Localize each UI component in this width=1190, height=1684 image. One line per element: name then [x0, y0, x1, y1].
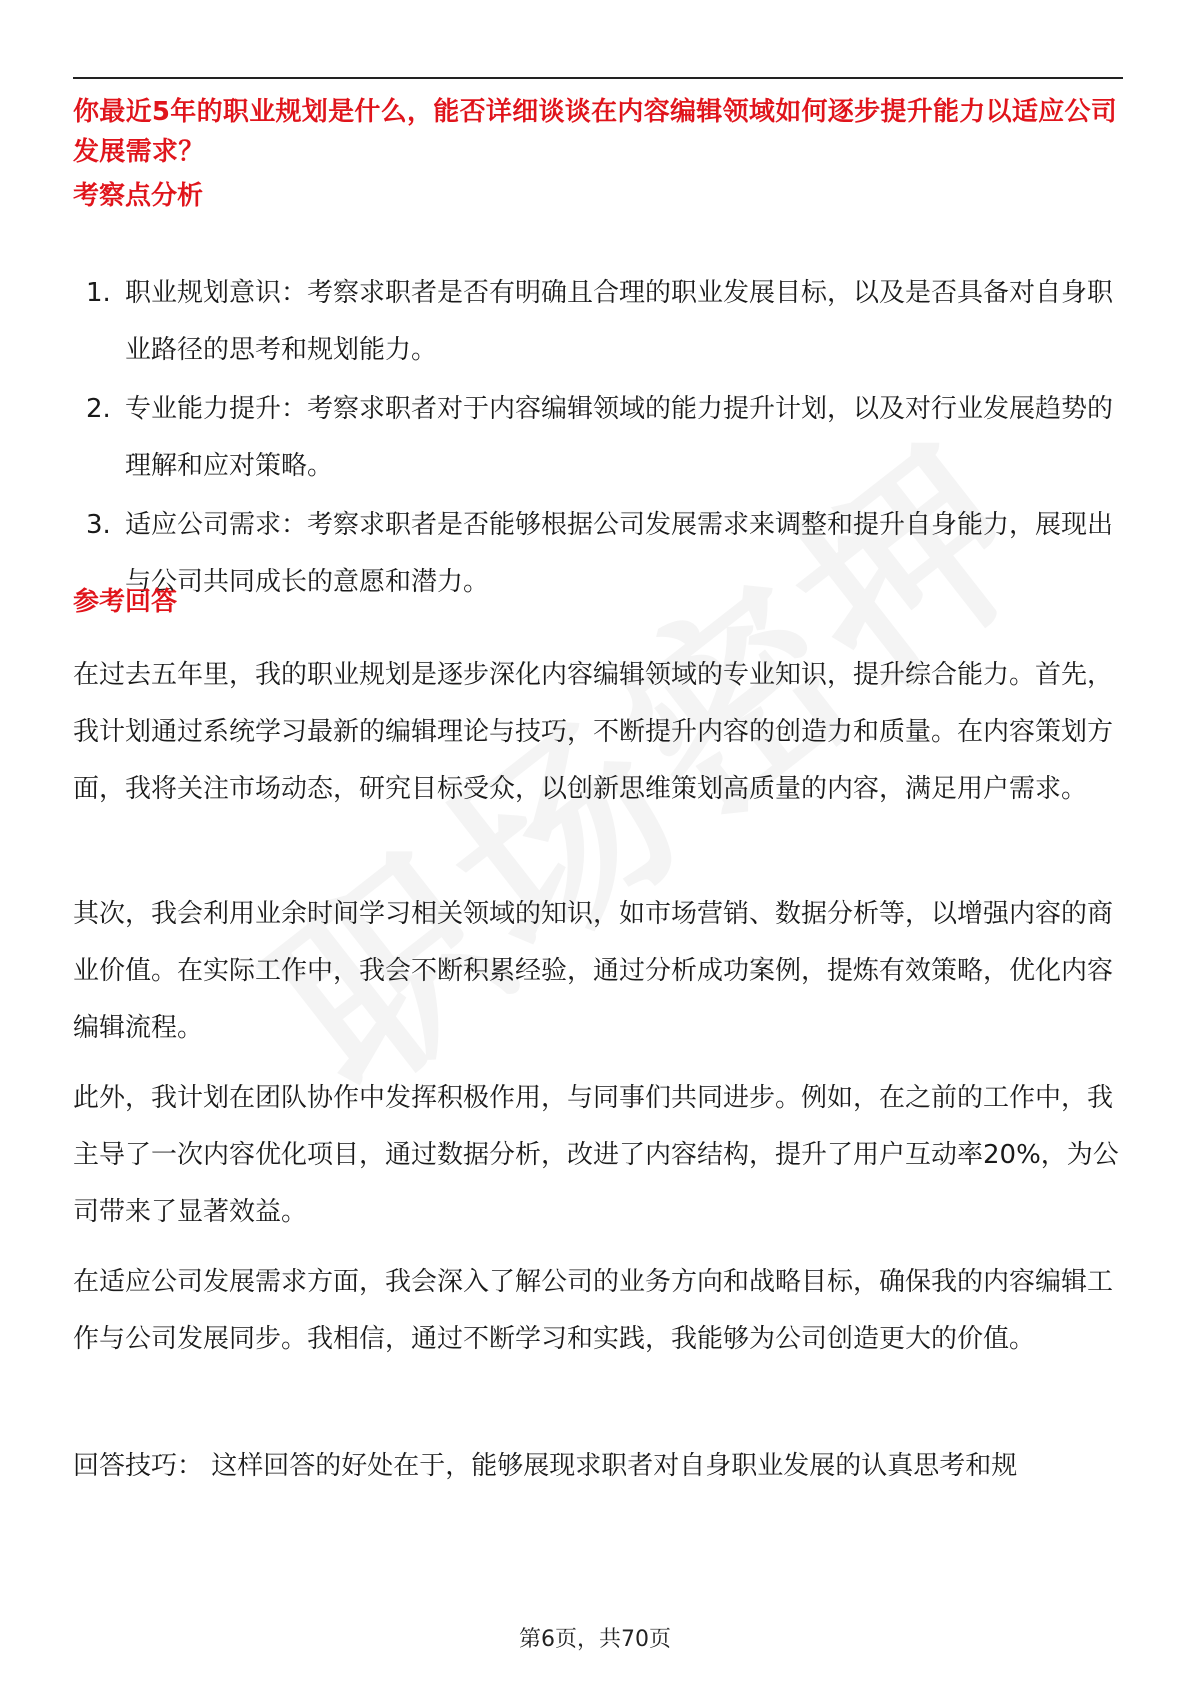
- answer-paragraph: 在适应公司发展需求方面，我会深入了解公司的业务方向和战略目标，确保我的内容编辑工作与公司发展同步。我相信，通过不断学习和实践，我能够为公司创造更大的价值。: [73, 1267, 1114, 1354]
- list-item: [73, 381, 1123, 495]
- answer-paragraph: 在过去五年里，我的职业规划是逐步深化内容编辑领域的专业知识，提升综合能力。首先，我计划通过系统学习最新的编辑理论与技巧，不断提升内容的创造力和质量。在内容策划方面，我将关注市场动态，研究目标受众，以创新思维策划高质量的内容，满足用户需求。: [73, 660, 1114, 804]
- list-item-text: 职业规划意识：考察求职者是否有明确且合理的职业发展目标，以及是否具备对自身职业路径的思考和规划能力。: [125, 278, 1114, 365]
- question-heading: 你最近5年的职业规划是什么，能否详细谈谈在内容编辑领域如何逐步提升能力以适应公司发展需求？: [73, 97, 1118, 167]
- list-item: [73, 265, 1123, 379]
- top-divider: [73, 77, 1123, 79]
- page-number: 第6页，共70页: [519, 1627, 671, 1652]
- analysis-list: [73, 265, 1123, 613]
- answer-paragraph: 其次，我会利用业余时间学习相关领域的知识，如市场营销、数据分析等，以增强内容的商业价值。在实际工作中，我会不断积累经验，通过分析成功案例，提炼有效策略，优化内容编辑流程。: [73, 899, 1114, 1043]
- list-item-text: 适应公司需求：考察求职者是否能够根据公司发展需求来调整和提升自身能力，展现出与公司共同成长的意愿和潜力。: [125, 510, 1114, 597]
- list-item-number: 3.: [86, 510, 111, 540]
- list-item: [73, 497, 1123, 611]
- answer-section-title: 参考回答: [73, 587, 178, 617]
- list-item-number: 1.: [86, 278, 111, 308]
- answer-tip: 回答技巧： 这样回答的好处在于，能够展现求职者对自身职业发展的认真思考和规: [73, 1451, 1018, 1481]
- list-item-text: 专业能力提升：考察求职者对于内容编辑领域的能力提升计划，以及对行业发展趋势的理解和应对策略。: [125, 394, 1114, 481]
- list-item-number: 2.: [86, 394, 111, 424]
- answer-paragraph: 此外，我计划在团队协作中发挥积极作用，与同事们共同进步。例如，在之前的工作中，我主导了一次内容优化项目，通过数据分析，改进了内容结构，提升了用户互动率20%，为公司带来了显著效益。: [73, 1083, 1119, 1227]
- analysis-section-title: 考察点分析: [73, 181, 204, 211]
